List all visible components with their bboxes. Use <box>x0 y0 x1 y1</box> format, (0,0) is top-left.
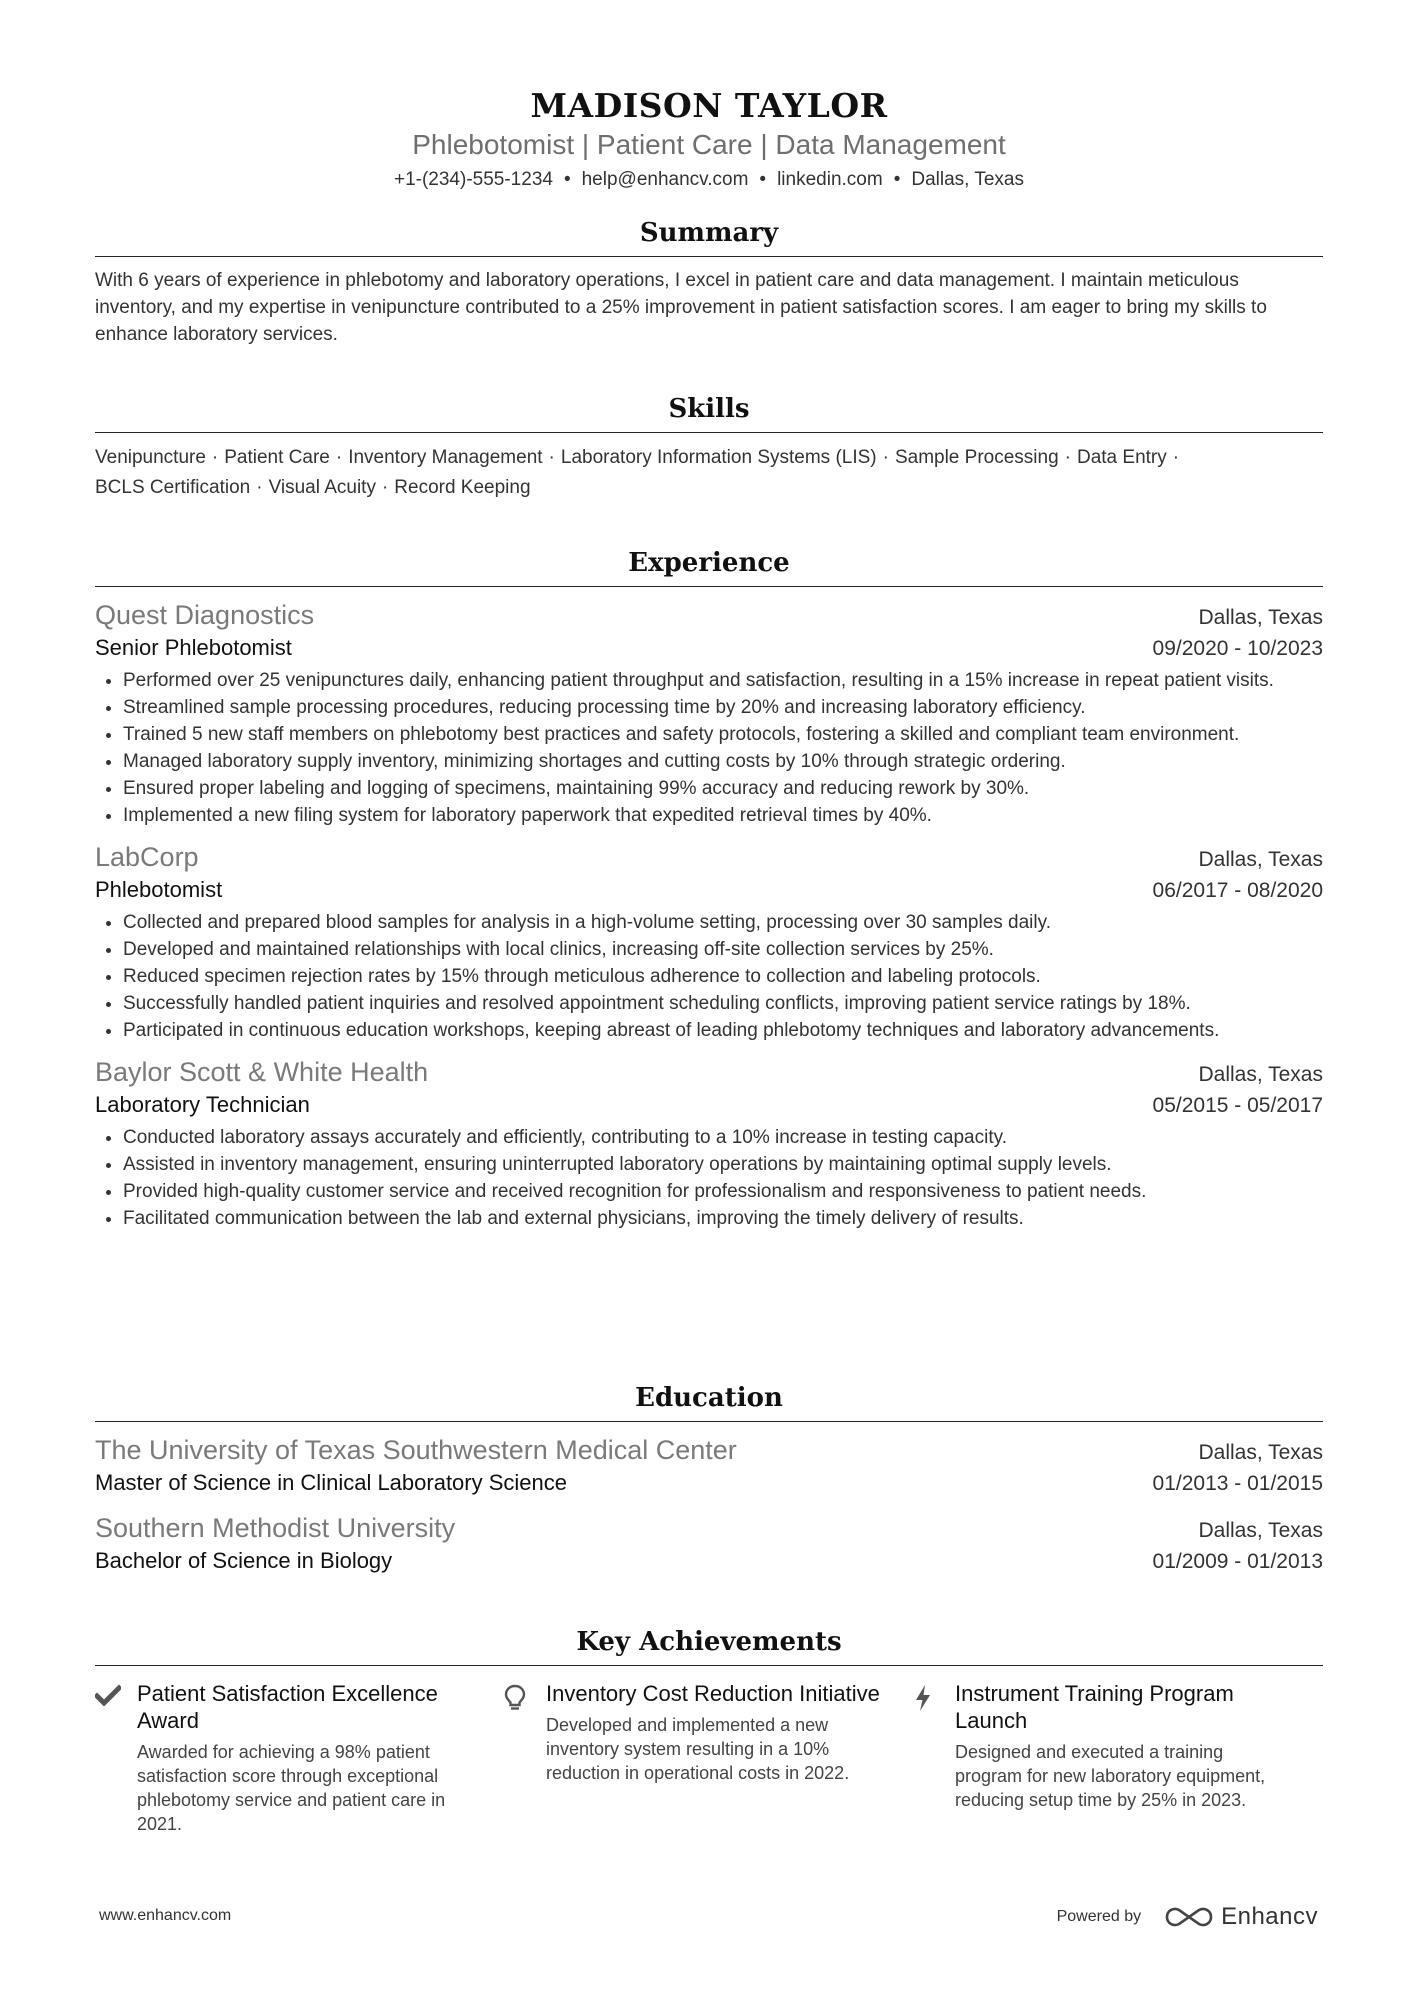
skills-heading: Skills <box>668 394 750 424</box>
bullet-item: • Streamlined sample processing procedures, reducing processing time by 20% and increasing laboratory efficiency. <box>123 694 1323 721</box>
school-name: The University of Texas Southwestern Medical Center <box>95 1435 737 1465</box>
separator-dot: • <box>563 169 571 190</box>
school-location: Dallas, Texas <box>1198 1441 1323 1464</box>
job-bullets <box>95 667 1323 829</box>
checkmark-icon <box>95 1680 137 1836</box>
skills-list: Venipuncture · Patient Care · Inventory Management · Laboratory Information Systems (LIS) · Sample Processing · Data Entry · BCLS Certification · Visual Acuity · Record Keeping <box>95 447 1180 498</box>
job-bullets <box>95 1124 1323 1232</box>
email[interactable]: help@enhancv.com <box>581 169 749 190</box>
section-divider <box>95 432 1323 433</box>
job-entry <box>95 597 1323 829</box>
job-dates: 06/2017 - 08/2020 <box>1152 879 1323 902</box>
bullet-item: • Conducted laboratory assays accurately and efficiently, contributing to a 10% increase in testing capacity. <box>123 1124 1323 1151</box>
education-section <box>95 1381 1323 1576</box>
bullet-item: • Ensured proper labeling and logging of specimens, maintaining 99% accuracy and reducing rework by 30%. <box>123 775 1323 802</box>
enhancv-logo-icon <box>1165 1905 1213 1929</box>
section-divider <box>95 256 1323 257</box>
achievement-description: Designed and executed a training program for new laboratory equipment, reducing setup time by 25% in 2023. <box>955 1742 1266 1810</box>
skills-section <box>95 392 1323 503</box>
section-divider <box>95 586 1323 587</box>
linkedin[interactable]: linkedin.com <box>777 169 883 190</box>
powered-by <box>1057 1903 1318 1931</box>
job-entry <box>95 1054 1323 1232</box>
achievement-item <box>913 1680 1322 1836</box>
summary-text: With 6 years of experience in phlebotomy and laboratory operations, I excel in patient care and data management. I maintain meticulous inventory, and my expertise in venipuncture contributed to a 25% improvement in patient satisfaction scores. I am eager to bring my skills to enhance laboratory services. <box>95 270 1267 345</box>
job-dates: 05/2015 - 05/2017 <box>1152 1094 1323 1117</box>
education-dates: 01/2013 - 01/2015 <box>1152 1472 1323 1495</box>
bullet-item: • Implemented a new filing system for laboratory paperwork that expedited retrieval times by 40%. <box>123 802 1323 829</box>
skill-item: Sample Processing <box>894 447 1059 468</box>
achievements-heading: Key Achievements <box>576 1627 842 1657</box>
job-dates: 09/2020 - 10/2023 <box>1152 637 1323 660</box>
separator-dot: • <box>893 169 901 190</box>
bullet-item: • Managed laboratory supply inventory, minimizing shortages and cutting costs by 10% through strategic ordering. <box>123 748 1323 775</box>
achievement-item <box>95 1680 504 1836</box>
degree: Bachelor of Science in Biology <box>95 1548 393 1573</box>
job-location: Dallas, Texas <box>1198 848 1323 871</box>
school-location: Dallas, Texas <box>1198 1519 1323 1542</box>
separator-dot: • <box>759 169 767 190</box>
bullet-item: • Successfully handled patient inquiries and resolved appointment scheduling conflicts, improving patient service ratings by 18%. <box>123 990 1323 1017</box>
bullet-item: • Developed and maintained relationships with local clinics, increasing off-site collection services by 25%. <box>123 936 1323 963</box>
experience-section <box>95 546 1323 1232</box>
bullet-item: • Assisted in inventory management, ensuring uninterrupted laboratory operations by maintaining optimal supply levels. <box>123 1151 1323 1178</box>
achievement-title: Patient Satisfaction Excellence Award <box>137 1681 438 1733</box>
location: Dallas, Texas <box>911 169 1024 190</box>
powered-by-label: Powered by <box>1056 1908 1142 1925</box>
achievement-description: Developed and implemented a new inventory system resulting in a 10% reduction in operational costs in 2022. <box>546 1715 850 1783</box>
experience-heading: Experience <box>628 548 790 578</box>
job-location: Dallas, Texas <box>1198 606 1323 629</box>
section-divider <box>95 1421 1323 1422</box>
summary-section <box>95 216 1323 348</box>
achievement-title: Inventory Cost Reduction Initiative <box>546 1681 880 1706</box>
footer-website[interactable]: www.enhancv.com <box>99 1907 232 1924</box>
achievement-description: Awarded for achieving a 98% patient satisfaction score through exceptional phlebotomy service and patient care in 2021. <box>137 1742 446 1834</box>
bullet-item: • Collected and prepared blood samples for analysis in a high-volume setting, processing over 30 samples daily. <box>123 909 1323 936</box>
bullet-item: • Provided high-quality customer service and received recognition for professionalism and responsiveness to patient needs. <box>123 1178 1323 1205</box>
job-entry <box>95 839 1323 1044</box>
bullet-item: • Trained 5 new staff members on phlebotomy best practices and safety protocols, fostering a skilled and compliant team environment. <box>123 721 1323 748</box>
bullet-item: • Facilitated communication between the lab and external physicians, improving the timely delivery of results. <box>123 1205 1323 1232</box>
summary-heading: Summary <box>639 218 779 248</box>
education-dates: 01/2009 - 01/2013 <box>1152 1550 1323 1573</box>
school-name: Southern Methodist University <box>95 1513 456 1543</box>
education-entry <box>95 1432 1323 1498</box>
achievement-item <box>504 1680 913 1836</box>
skill-item: Laboratory Information Systems (LIS) <box>560 447 877 468</box>
company-name: LabCorp <box>95 842 199 872</box>
candidate-title: Phlebotomist | Patient Care | Data Management <box>412 129 1006 160</box>
enhancv-brand[interactable]: Enhancv <box>1221 1903 1318 1930</box>
skill-item: Patient Care <box>224 447 330 468</box>
contact-line <box>95 168 1323 192</box>
job-bullets <box>95 909 1323 1044</box>
company-name: Quest Diagnostics <box>95 600 315 630</box>
candidate-name: MADISON TAYLOR <box>530 86 888 125</box>
job-role: Phlebotomist <box>95 877 223 902</box>
section-divider <box>95 1665 1323 1666</box>
phone: +1-(234)-555-1234 <box>393 169 553 190</box>
bullet-item: • Performed over 25 venipunctures daily, enhancing patient throughput and satisfaction, resulting in a 15% increase in repeat patient visits. <box>123 667 1323 694</box>
company-name: Baylor Scott & White Health <box>95 1057 429 1087</box>
bullet-item: • Reduced specimen rejection rates by 15% through meticulous adherence to collection and labeling protocols. <box>123 963 1323 990</box>
education-entry <box>95 1510 1323 1576</box>
job-location: Dallas, Texas <box>1198 1063 1323 1086</box>
resume-page <box>95 0 1323 1930</box>
achievements-section <box>95 1625 1323 1836</box>
skill-item: Data Entry <box>1076 447 1167 468</box>
bullet-item: • Participated in continuous education workshops, keeping abreast of leading phlebotomy techniques and laboratory advancements. <box>123 1017 1323 1044</box>
degree: Master of Science in Clinical Laboratory Science <box>95 1470 568 1495</box>
skill-item: Inventory Management <box>348 447 543 468</box>
skill-item: Visual Acuity <box>268 477 376 498</box>
skill-item: BCLS Certification <box>95 477 251 498</box>
skill-item: Venipuncture <box>95 447 206 468</box>
education-heading: Education <box>635 1383 783 1413</box>
job-role: Laboratory Technician <box>95 1092 310 1117</box>
job-role: Senior Phlebotomist <box>95 635 292 660</box>
achievements-grid <box>95 1680 1323 1836</box>
skill-item: Record Keeping <box>394 477 531 498</box>
lightning-icon <box>913 1680 955 1836</box>
resume-header <box>95 0 1323 192</box>
lightbulb-icon <box>504 1680 546 1836</box>
achievement-title: Instrument Training Program Launch <box>955 1681 1234 1733</box>
